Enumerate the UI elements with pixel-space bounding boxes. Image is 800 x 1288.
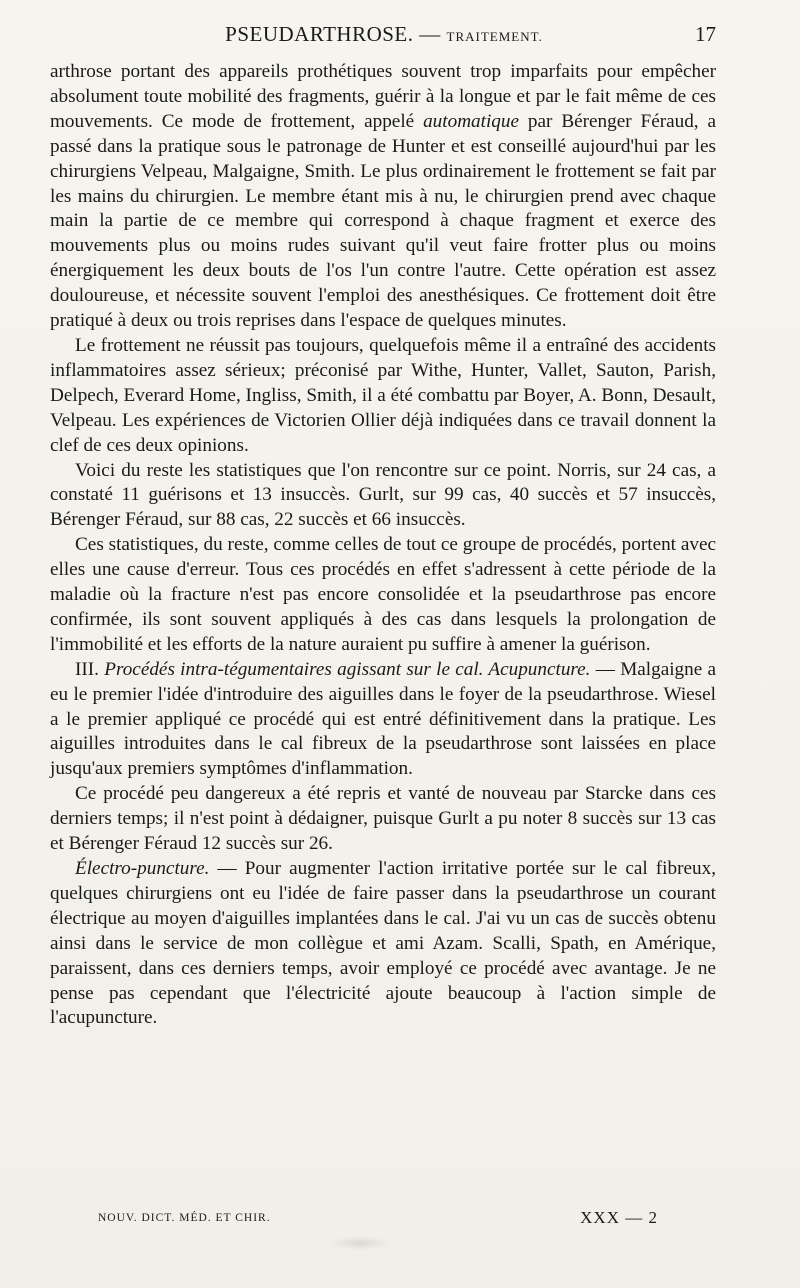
paragraph-1-start: arthrose portant des appareils prothétiques souvent trop imparfaits pour empêcher absolument toute mobilité des fragments, guérir à la longue et par le fait même de ces mouvements. Ce mode de frottement, appelé	[50, 61, 716, 132]
page-number: 17	[695, 22, 716, 46]
footer-signature-mark: XXX — 2	[580, 1208, 658, 1227]
subsection-heading-italic: Électro-puncture.	[75, 858, 210, 879]
running-title	[52, 22, 716, 47]
running-header	[52, 20, 716, 50]
section-number: III.	[75, 658, 99, 680]
footer-signature-title: NOUV. DICT. MÉD. ET CHIR.	[98, 1212, 271, 1224]
header-title-text: PSEUDARTHROSE. —	[225, 22, 441, 46]
paragraph-3: Voici du reste les statistiques que l'on rencontre sur ce point. Norris, sur 24 cas, a constaté 11 guérisons et 13 insuccès. Gurlt, sur 99 cas, 40 succès et 57 insuccès, Bérenger Féraud, sur 88 cas, 22 succès et 66 insuccès.	[50, 459, 716, 531]
paragraph-5-text: — Malgaigne a eu le premier l'idée d'introduire des aiguilles dans le foyer de la pseudarthrose. Wiesel a le premier appliqué ce procédé qui est entré définitivement dans la pratique. Les aiguilles introduites dans le cal fibreux de la pseudarthrose sont laissées en place jusqu'aux premiers symptômes d'inflammation.	[50, 658, 717, 780]
section-heading-italic: Procédés intra-tégumentaires agissant sur le cal. Acupuncture.	[104, 658, 591, 680]
paragraph-7-text: — Pour augmenter l'action irritative portée sur le cal fibreux, quelques chirurgiens ont eu l'idée de faire passer dans la pseudarthrose un courant électrique au moyen d'aiguilles implantées dans le cal. J'ai vu un cas de succès obtenu ainsi dans le service de mon collègue et ami Azam. Scalli, Spath, en Amérique, paraissent, dans ces derniers temps, avoir employé ce procédé avec avantage. Je ne pense pas cependant que l'électricité ajoute beaucoup à l'action simple de l'acupuncture.	[50, 858, 716, 1029]
paragraph-1	[50, 60, 716, 334]
paragraph-1-end: par Bérenger Féraud, a passé dans la pratique sous le patronage de Hunter et est conseillé aujourd'hui par les chirurgiens Velpeau, Malgaigne, Smith. Le plus ordinairement le frottement se fait par les mains du chirurgien. Le membre étant mis à nu, le chirurgien prend avec chaque main la partie de ce membre qui correspond à chaque fragment et exerce des mouvements plus ou moins rudes suivant qu'il veut faire frotter plus ou moins énergiquement les deux bouts de l'os l'un contre l'autre. Cette opération est assez douloureuse, et nécessite souvent l'emploi des anesthésiques. Ce frottement doit être pratiqué à deux ou trois reprises dans l'espace de quelques minutes.	[50, 110, 717, 332]
paragraph-1-italic: automatique	[423, 110, 520, 132]
paragraph-5	[50, 658, 716, 783]
page-footer	[98, 1208, 658, 1232]
body-text	[50, 60, 716, 1031]
paragraph-6: Ce procédé peu dangereux a été repris et vanté de nouveau par Starcke dans ces derniers temps; il n'est point à dédaigner, puisque Gurlt a pu noter 8 succès sur 13 cas et Bérenger Féraud 12 succès sur 26.	[50, 783, 716, 855]
paragraph-4: Ces statistiques, du reste, comme celles de tout ce groupe de procédés, portent avec elles une cause d'erreur. Tous ces procédés en effet s'adressent à cette période de la maladie où la fracture n'est pas encore consolidée et la pseudarthrose pas encore confirmée, ils sont souvent appliqués à des cas dans lesquels la prolongation de l'immobilité et les efforts de la nature auraient pu suffire à amener la guérison.	[50, 534, 716, 655]
paragraph-2: Le frottement ne réussit pas toujours, quelquefois même il a entraîné des accidents inflammatoires assez sérieux; préconisé par Withe, Hunter, Vallet, Sauton, Parish, Delpech, Everard Home, Ingliss, Smith, il a été combattu par Boyer, A. Bonn, Desault, Velpeau. Les expériences de Victorien Ollier déjà indiquées dans ce travail donnent la clef de ces deux opinions.	[50, 334, 716, 456]
ink-smudge	[330, 1236, 390, 1250]
paragraph-7	[50, 857, 716, 1031]
header-section-text: TRAITEMENT.	[446, 29, 543, 44]
